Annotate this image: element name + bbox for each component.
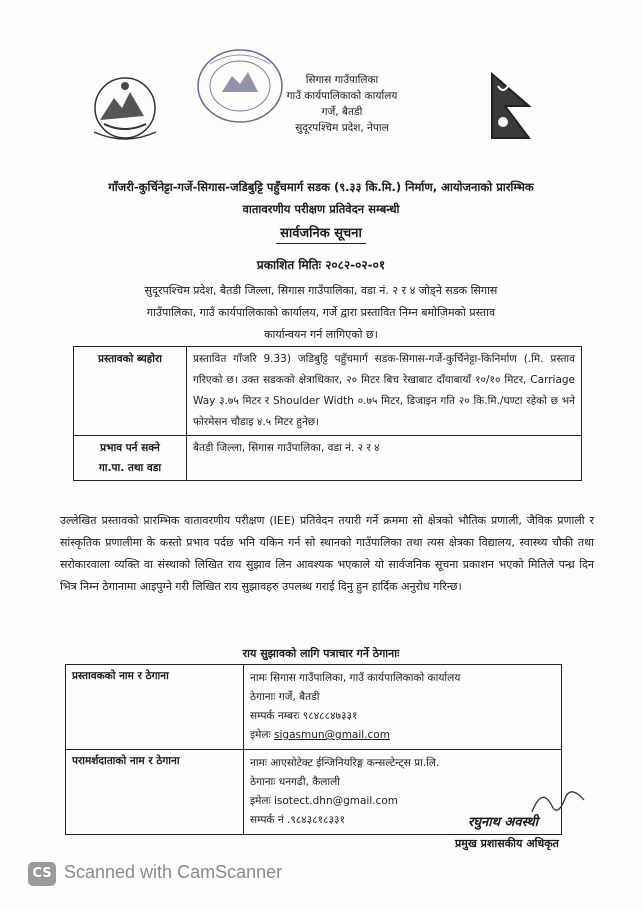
office-province: सुदूरपश्चिम प्रदेश, नेपाल [295,122,389,134]
affected-area-value: बैतडी जिल्ला, सिगास गाउँपालिका, वडा नं. २ र ४ [187,436,582,481]
proposer-details [244,665,562,750]
proposer-email-row [250,726,555,745]
proposer-address: ठेगानाः गर्जे, बैतडी [250,691,320,703]
proposer-email-link[interactable]: sigasmun@gmail.com [274,729,390,741]
office-name: सिगास गाउँपालिका [305,74,379,86]
table-row [66,665,562,750]
notice-title: सार्वजनिक सूचना [276,223,366,244]
table-row [74,347,582,436]
affected-area-label-line-2: गा.पा. तथा वडा [98,462,162,474]
affected-area-label [74,436,187,481]
request-paragraph: उल्लेखित प्रस्तावको प्रारम्भिक वातावरणीय परीक्षण (IEE) प्रतिवेदन तयारी गर्ने क्रममा सो क्षेत्रको भौतिक प्रणाली, जैविक प्रणाली र सांस्कृतिक प्रणालीमा के कस्तो प्रभाव पर्दछ भनि यकिन गर्न सो स्थानको गाउँपालिका तथा त्यस क्षेत्रका विद्यालय, स्वास्थ्य चौकी तथा सरोकारवाला व्यक्ति वा संस्थाको लिखित राय सुझाव लिन आवश्यक भएकाले यो सार्वजनिक सूचना प्रकाशन भएको मितिले पन्ध्र दिन भित्र निम्न ठेगानामा आइपुग्ने गरी लिखित राय सुझावहरु उपलब्ध गराई दिनु हुन हार्दिक अनुरोध गरिन्छ। [60,514,594,593]
nepal-emblem-icon [86,72,164,146]
consultant-address: ठेगानाः धनगढी, कैलाली [250,776,340,788]
proposer-email-label: इमेलः [250,729,271,741]
proposal-label: प्रस्तावको ब्यहोरा [74,347,187,436]
intro-line-3: कार्यान्वयन गर्न लागिएको छ। [264,328,378,341]
nepal-flag-icon [489,72,533,142]
intro-line-2: गाउँपालिका, गाउँ कार्यपालिकाको कार्यालय, गर्जे द्वारा प्रस्तावित निम्न बमोजिमको प्रस्ताव [146,306,496,319]
subject-line-2: वातावरणीय परीक्षण प्रतिवेदन सम्बन्धी [242,202,400,216]
consultant-name: नामः आएसोटेक्ट ईन्जिनियरिङ्ग कन्सल्टेन्ट्स प्रा.लि. [250,757,440,769]
proposal-description: प्रस्तावित गाँजरि 9.33) जडिबुट्टि पहुँचमार्ग सडक-सिगास-गर्जे-कुर्चिनेट्टा-किनिर्माण (.मि. प्रस्ताव गरिएको छ। उक्त सडकको क्षेत्राधिकार, २० मिटर बिच रेखाबाट दाँयाबायाँ १०/१० मिटर, Carriage Way ३.७५ मिटर र Shoulder Width ०.७५ मिटर, डिजाइन गति २० कि.मि./घण्टा रहेको छ भने फोरमेसन चौडाइ ४.५ मिटर हुनेछ। [187,347,582,436]
office-letterhead [252,72,432,136]
consultant-phone: सम्पर्क नं .९८४३८१८३३१ [250,814,345,826]
table-row [74,436,582,481]
proposer-name: नामः सिगास गाउँपालिका, गाउँ कार्यपालिकाको कार्यालय [250,672,461,684]
office-place: गर्जे, बैतडी [321,106,363,118]
address-table [65,664,562,835]
subject-line-1: गाँजरी-कुर्चिनेट्टा-गर्जे-सिगास-जडिबुट्टि पहुँचमार्ग सडक (९.३३ कि.मि.) निर्माण, आयोजनाको प्रारम्भिक [108,180,534,194]
camscanner-logo-icon: CS [28,862,56,886]
proposer-label: प्रस्तावकको नाम र ठेगाना [66,665,244,750]
notice-title-wrap [0,222,642,244]
signatory-title: प्रमुख प्रशासकीय अधिकृत [455,837,559,850]
published-date: प्रकाशित मितिः २०८२-०२-०१ [256,258,386,272]
proposal-table [73,346,582,481]
affected-area-label-line-1: प्रभाव पर्न सक्ने [100,442,160,454]
address-heading: राय सुझावको लागि पत्राचार गर्ने ठेगानाः [242,647,400,660]
consultant-email: इमेलः isotect.dhn@gmail.com [250,795,399,807]
intro-paragraph [60,280,582,346]
camscanner-watermark: Scanned with CamScanner [64,862,283,882]
proposer-phone: सम्पर्क नम्बरः ९८४८८४७३३१ [250,710,358,722]
consultant-label: परामर्शदाताको नाम र ठेगाना [66,750,244,835]
intro-line-1: सुदूरपश्चिम प्रदेश, बैतडी जिल्ला, सिगास गाउँपालिका, वडा नं. २ र ४ जोड्ने सडक सिगास [144,284,498,297]
signatory-name: रघुनाथ अवस्थी [468,815,539,830]
office-subtitle: गाउँ कार्यपालिकाको कार्यालय [286,90,398,102]
notice-subject [40,176,602,220]
